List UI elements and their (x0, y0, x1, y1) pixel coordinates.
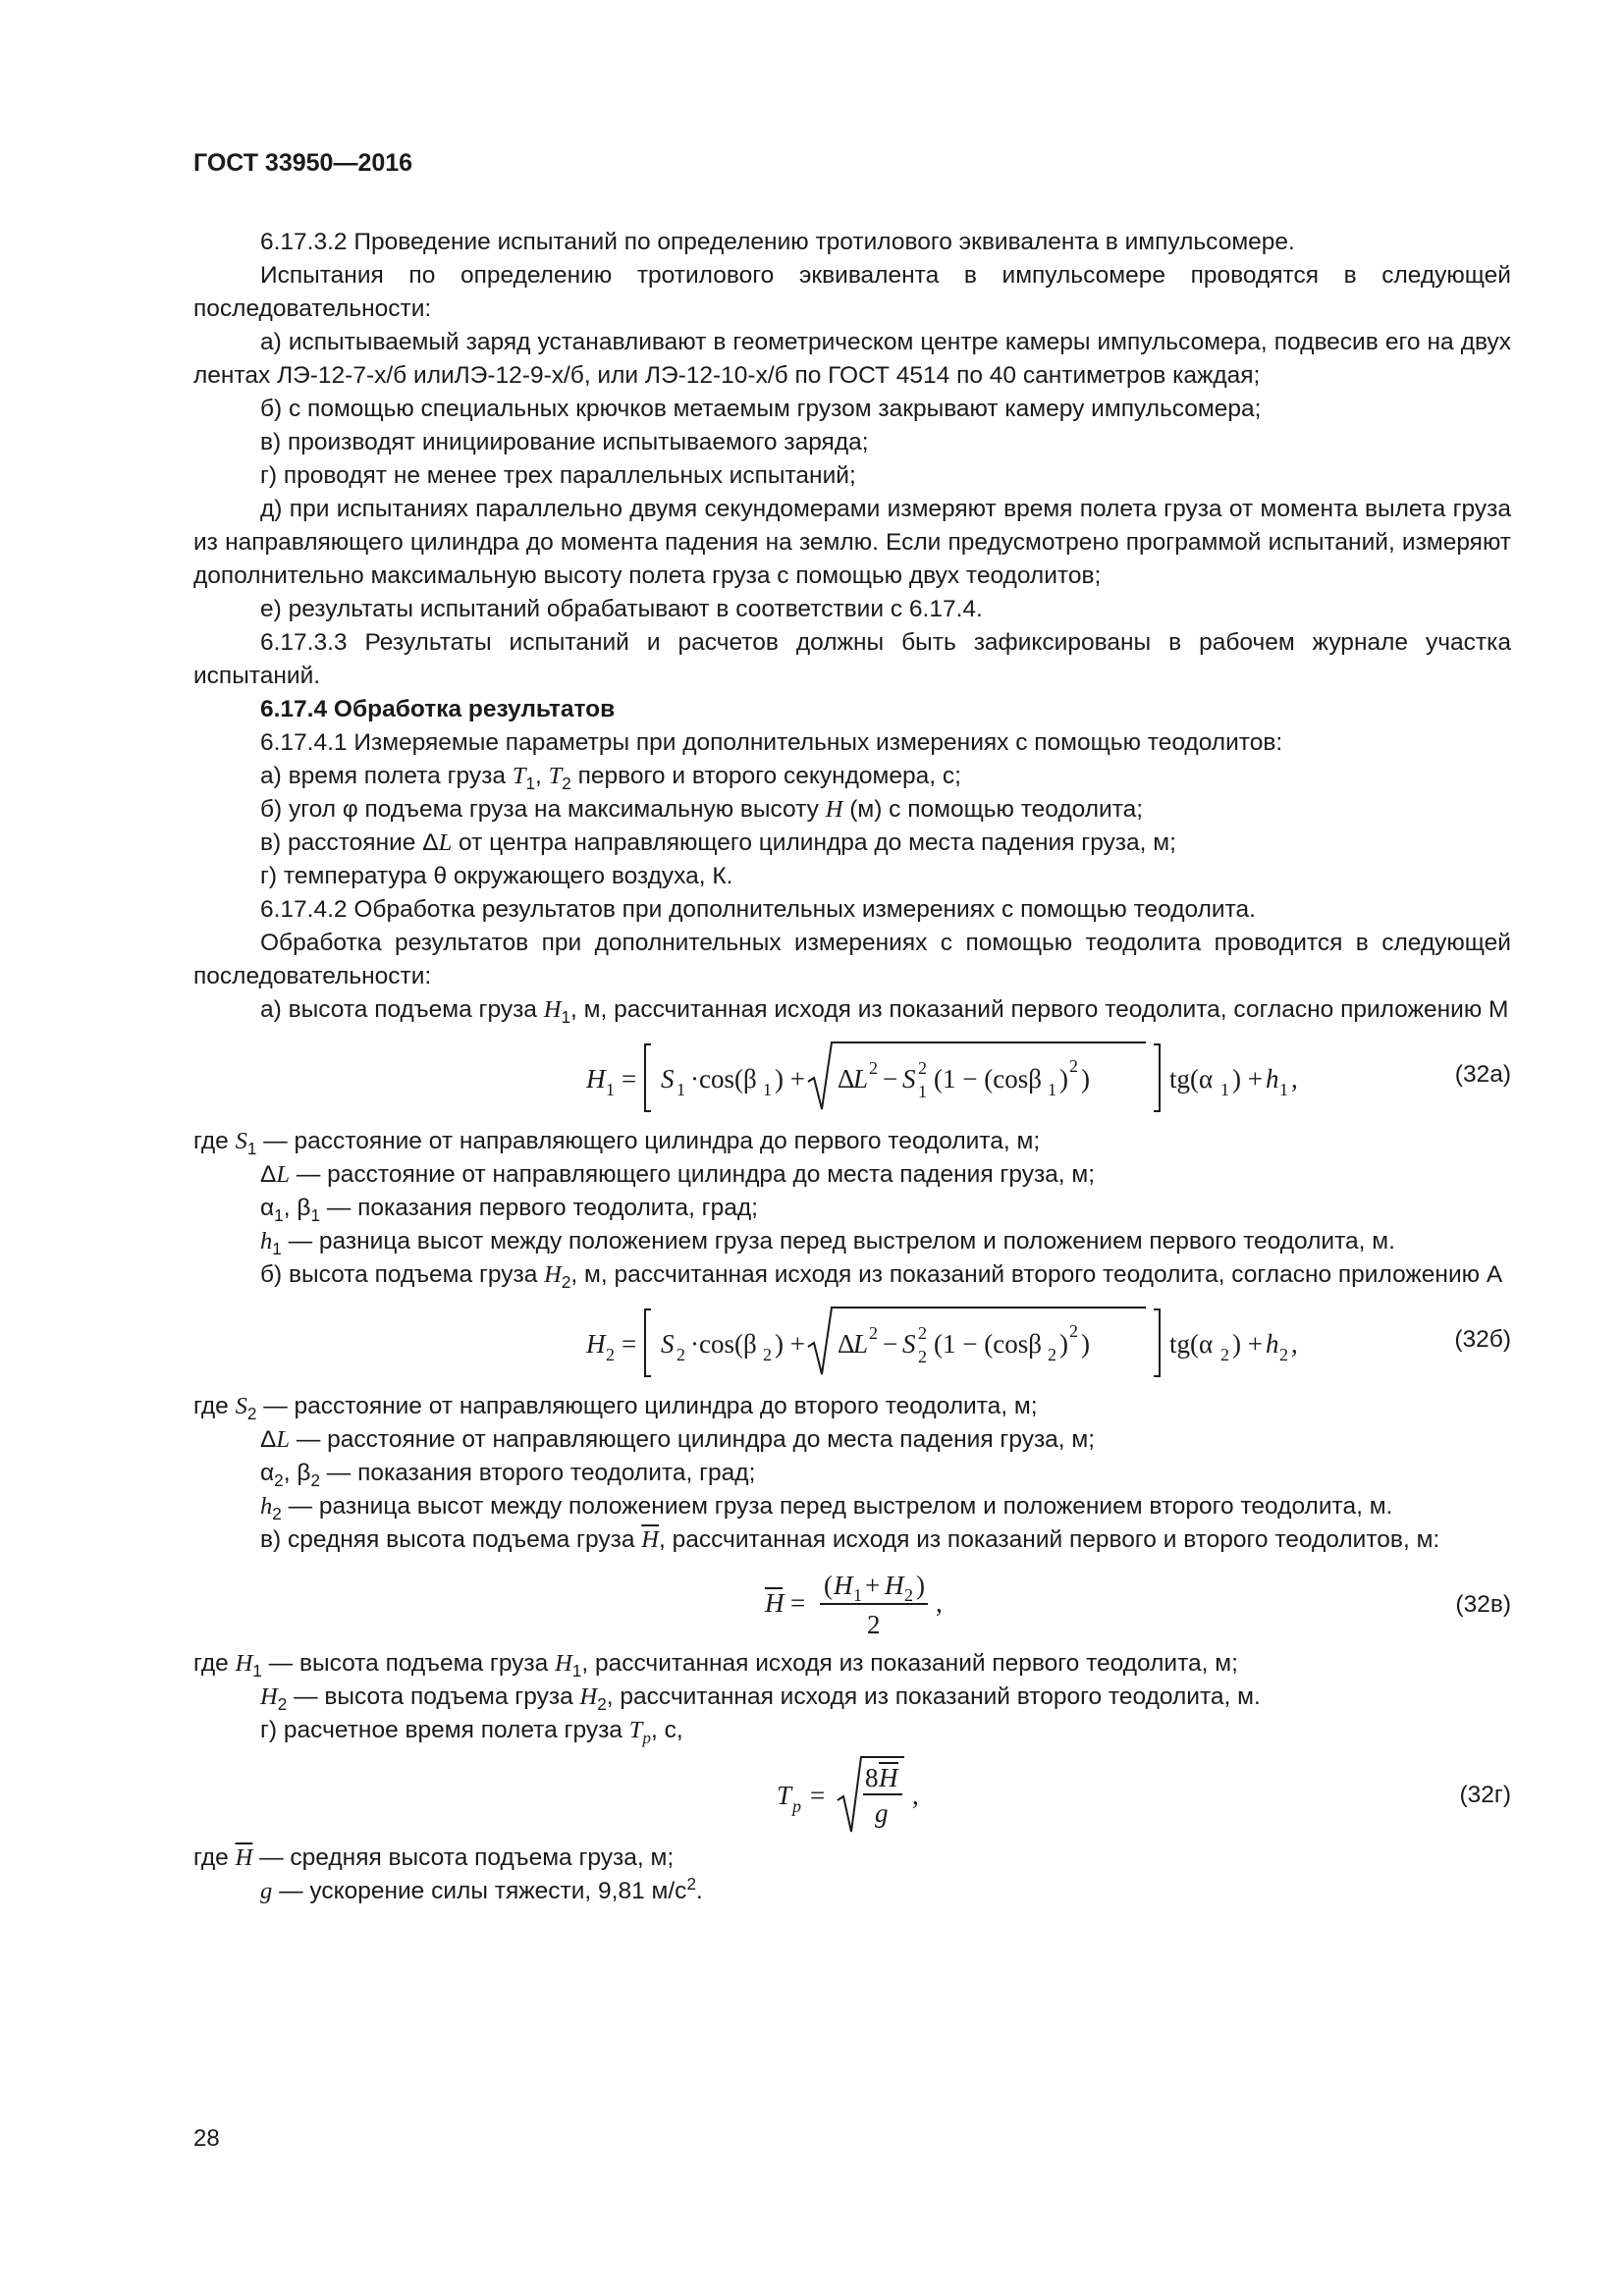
svg-text:1: 1 (677, 1080, 685, 1099)
svg-text:H: H (885, 1571, 904, 1600)
svg-text:1: 1 (763, 1080, 772, 1099)
svg-text:2: 2 (606, 1345, 615, 1364)
where-clause: где $\overline{H}$ — средняя высота подъема груза, м; (193, 1844, 675, 1871)
svg-text:,: , (1291, 1329, 1298, 1359)
svg-text:=: = (810, 1781, 826, 1810)
equation-number: (32г) (1459, 1782, 1511, 1808)
svg-text:2: 2 (918, 1058, 927, 1078)
svg-text:): ) (916, 1571, 925, 1600)
paragraph: 6.17.4.1 Измеряемые параметры при дополнительных измерениях с помощью теодолитов: (260, 729, 1283, 756)
where-clause: $\alpha_1$, $\beta_1$ — показания первого теодолита, град; (260, 1195, 758, 1225)
svg-text:) +: ) + (1232, 1329, 1263, 1359)
formula-32a (193, 1027, 1511, 1125)
where-clause: $h_2$ — разница высот между положением груза перед выстрелом и положением второго теодолита, м. (260, 1493, 1393, 1523)
svg-text:2: 2 (918, 1347, 927, 1366)
list-item: б) с помощью специальных крючков метаемым грузом закрывают камеру импульсомера; (260, 396, 1262, 422)
svg-text:,: , (1291, 1064, 1298, 1094)
svg-text:T: T (777, 1781, 792, 1810)
formula-32a-graphic (586, 1027, 1470, 1125)
svg-text:): ) (1059, 1329, 1068, 1359)
svg-text:·cos(β: ·cos(β (690, 1064, 757, 1094)
list-item: а) время полета груза $T_1$, $T_2$ первого и второго секундомера, с; (260, 763, 961, 793)
svg-text:Δ: Δ (838, 1064, 855, 1094)
svg-text:1: 1 (853, 1585, 862, 1605)
svg-text:2: 2 (1279, 1345, 1288, 1364)
where-clause: где $S_2$ — расстояние от направляющего цилиндра до второго теодолита, м; (193, 1393, 1038, 1423)
document-body (193, 226, 1511, 1908)
svg-text:L: L (853, 1329, 869, 1359)
svg-text:H: H (834, 1571, 853, 1600)
where-clause: ΔL — расстояние от направляющего цилиндра до места падения груза, м; (260, 1161, 1096, 1188)
svg-text:2: 2 (677, 1345, 685, 1364)
svg-text:1: 1 (1279, 1080, 1288, 1099)
formula-32b-graphic (586, 1292, 1470, 1390)
svg-text:=: = (622, 1064, 637, 1094)
svg-text:=: = (622, 1329, 637, 1359)
svg-text:): ) (1059, 1064, 1068, 1094)
svg-text:·cos(β: ·cos(β (690, 1329, 757, 1359)
svg-text:Δ: Δ (838, 1329, 855, 1359)
svg-text:): ) (1081, 1064, 1090, 1094)
svg-text:H: H (586, 1329, 606, 1359)
equation-number: (32в) (1455, 1591, 1511, 1618)
svg-text:(1 − (cosβ: (1 − (cosβ (934, 1329, 1042, 1359)
list-item: б) высота подъема груза $H_2$, м, рассчитанная исходя из показаний второго теодолита, согласно приложению А (260, 1261, 1503, 1292)
where-clause: где $S_1$ — расстояние от направляющего цилиндра до первого теодолита, м; (193, 1128, 1041, 1158)
svg-text:=: = (790, 1588, 806, 1618)
svg-text:2: 2 (1048, 1345, 1056, 1364)
svg-text:p: p (792, 1796, 801, 1816)
list-item: д) при испытаниях параллельно двумя секундомерами измеряют время полета груза от момента вылета груза из направляющего цилиндра до момента падения на землю. Если предусмотрено программой испытаний, измеряют дополнительно максимальную высоту полета груза с помощью двух теодолитов; (193, 496, 1511, 589)
svg-text:H: H (586, 1064, 606, 1094)
svg-text:S: S (661, 1329, 675, 1359)
where-clause: g — ускорение силы тяжести, 9,81 $м/с^2$. (260, 1873, 703, 1904)
where-clause: $\alpha_2$, $\beta_2$ — показания второго теодолита, град; (260, 1460, 756, 1490)
svg-text:2: 2 (1069, 1056, 1078, 1076)
list-item: в) средняя высота подъема груза $\overline{H}$, рассчитанная исходя из показаний первого и второго теодолитов, м: (260, 1526, 1440, 1553)
svg-text:−: − (883, 1329, 898, 1359)
equation-number: (32а) (1454, 1061, 1511, 1088)
svg-text:) +: ) + (775, 1329, 805, 1359)
svg-text:1: 1 (918, 1082, 927, 1101)
paragraph: 6.17.4.2 Обработка результатов при дополнительных измерениях с помощью теодолита. (260, 896, 1256, 923)
formula-32v (193, 1557, 1511, 1647)
svg-text:1: 1 (606, 1080, 615, 1099)
svg-text:h: h (1266, 1329, 1279, 1359)
svg-text:H: H (879, 1763, 898, 1792)
svg-text:2: 2 (1220, 1345, 1229, 1364)
formula-32g-graphic (777, 1747, 1071, 1842)
svg-text:2: 2 (869, 1323, 878, 1343)
svg-text:1: 1 (1048, 1080, 1056, 1099)
svg-text:tg(α: tg(α (1169, 1329, 1214, 1359)
svg-text:,: , (936, 1588, 943, 1618)
list-item: в) производят инициирование испытываемого заряда; (260, 429, 869, 455)
svg-text:,: , (912, 1781, 919, 1810)
paragraph: 6.17.3.2 Проведение испытаний по определению тротилового эквивалента в импульсомере. (260, 229, 1295, 255)
list-item: г) расчетное время полета груза $T_p$, с, (260, 1717, 683, 1747)
document-header: ГОСТ 33950—2016 (193, 149, 413, 177)
svg-text:g: g (875, 1798, 889, 1828)
svg-text:tg(α: tg(α (1169, 1064, 1214, 1094)
where-clause: $H_2$ — высота подъема груза $H_2$, рассчитанная исходя из показаний второго теодолита, м. (260, 1683, 1261, 1714)
svg-text:h: h (1266, 1064, 1279, 1094)
svg-text:2: 2 (1069, 1321, 1078, 1341)
svg-text:): ) (1081, 1329, 1090, 1359)
list-item: е) результаты испытаний обрабатывают в соответствии с 6.17.4. (260, 596, 983, 622)
svg-text:−: − (883, 1064, 898, 1094)
formula-32g (193, 1747, 1511, 1842)
list-item: а) испытываемый заряд устанавливают в геометрическом центре камеры импульсомера, подвесив его на двух лентах ЛЭ-12-7-х/б илиЛЭ-12-9-х/б, или ЛЭ-12-10-х/б по ГОСТ 4514 по 40 сантиметров каждая; (193, 329, 1511, 389)
svg-text:8: 8 (865, 1763, 879, 1792)
where-clause: $h_1$ — разница высот между положением груза перед выстрелом и положением первого теодолита, м. (260, 1228, 1395, 1258)
svg-text:2: 2 (904, 1585, 913, 1605)
svg-text:2: 2 (763, 1345, 772, 1364)
equation-number: (32б) (1454, 1326, 1511, 1353)
svg-text:2: 2 (869, 1058, 878, 1078)
list-item: г) температура θ окружающего воздуха, К. (260, 863, 733, 889)
svg-text:+: + (865, 1571, 881, 1600)
list-item: а) высота подъема груза $H_1$, м, рассчитанная исходя из показаний первого теодолита, согласно приложению М (260, 996, 1509, 1027)
svg-text:S: S (902, 1064, 916, 1094)
formula-32b (193, 1292, 1511, 1390)
svg-text:2: 2 (918, 1323, 927, 1343)
section-heading: 6.17.4 Обработка результатов (260, 696, 616, 722)
formula-32v-graphic (763, 1557, 1057, 1647)
svg-text:(: ( (824, 1571, 833, 1600)
svg-text:L: L (853, 1064, 869, 1094)
paragraph: Испытания по определению тротилового эквивалента в импульсомере проводятся в следующей последовательности: (193, 262, 1511, 322)
svg-text:S: S (661, 1064, 675, 1094)
paragraph: 6.17.3.3 Результаты испытаний и расчетов должны быть зафиксированы в рабочем журнале участка испытаний. (193, 629, 1511, 689)
svg-text:) +: ) + (1232, 1064, 1263, 1094)
svg-text:(1 − (cosβ: (1 − (cosβ (934, 1064, 1042, 1094)
list-item: в) расстояние ΔL от центра направляющего цилиндра до места падения груза, м; (260, 829, 1176, 856)
svg-text:2: 2 (867, 1610, 881, 1639)
svg-text:H: H (765, 1588, 785, 1618)
page-number: 28 (193, 2125, 220, 2152)
svg-text:) +: ) + (775, 1064, 805, 1094)
paragraph: Обработка результатов при дополнительных измерениях с помощью теодолита проводится в следующей последовательности: (193, 930, 1511, 989)
where-clause: где $H_1$ — высота подъема груза $H_1$, рассчитанная исходя из показаний первого теодолита, м; (193, 1650, 1238, 1681)
svg-text:S: S (902, 1329, 916, 1359)
svg-text:1: 1 (1220, 1080, 1229, 1099)
list-item: г) проводят не менее трех параллельных испытаний; (260, 462, 856, 489)
list-item: б) угол φ подъема груза на максимальную высоту H (м) с помощью теодолита; (260, 796, 1144, 823)
where-clause: ΔL — расстояние от направляющего цилиндра до места падения груза, м; (260, 1426, 1096, 1453)
